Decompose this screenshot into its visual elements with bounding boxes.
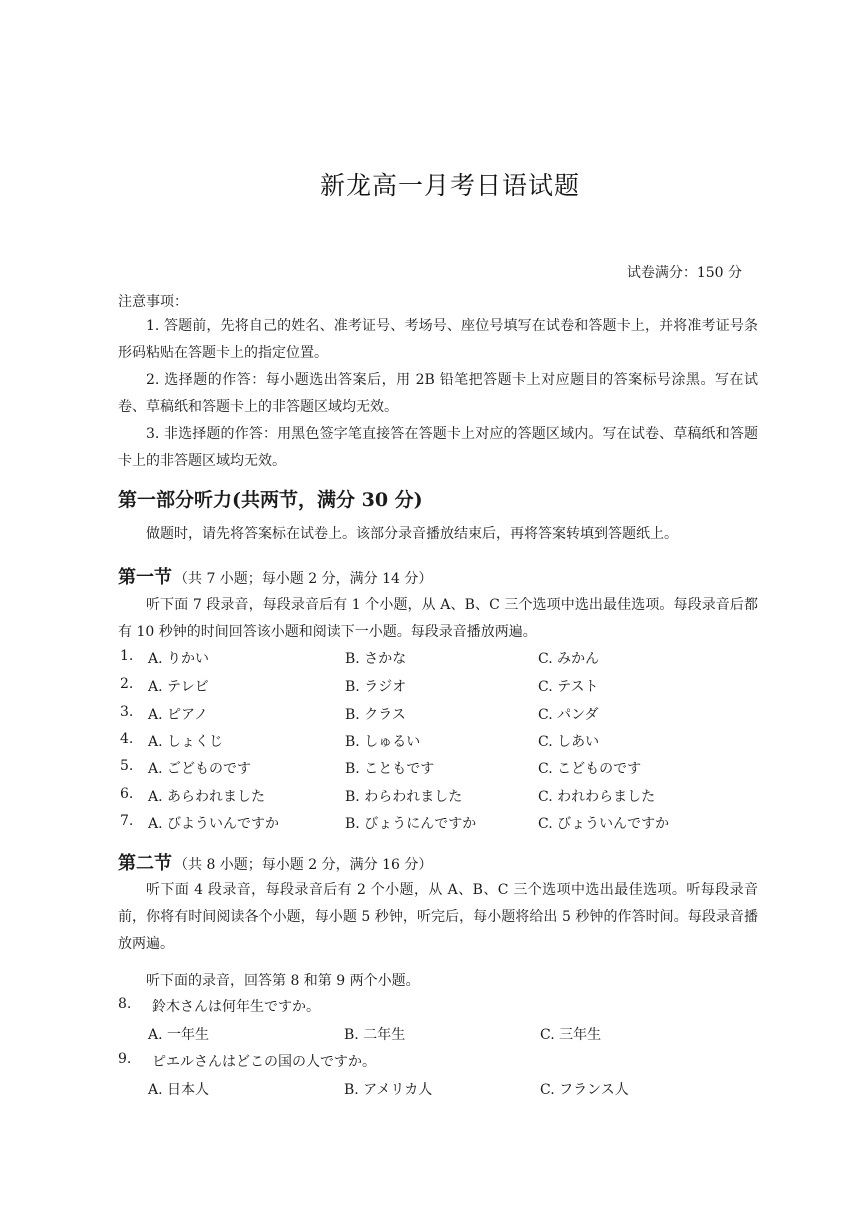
question-row-7	[118, 813, 778, 837]
option-a: A. あらわれました	[148, 789, 266, 805]
option-c: C. びょういんですか	[538, 816, 670, 832]
question-row-2	[118, 676, 778, 700]
question-number: 5.	[120, 758, 134, 774]
question-number: 6.	[120, 786, 134, 802]
section2-instructions: 听下面 4 段录音，每段录音后有 2 个小题，从 A、B、C 三个选项中选出最佳选项。听每段录音前，你将有时间阅读各个小题，每小题 5 秒钟，听完后，每小题将给出 5 秒钟的作答时间。每段录音播放两遍。	[118, 882, 758, 952]
question-number: 3.	[120, 704, 134, 720]
option-b: B. しゅるい	[345, 734, 421, 750]
question-row-3	[118, 704, 778, 728]
question-9-options	[148, 1079, 748, 1103]
notice-item-1: 1. 答题前，先将自己的姓名、准考证号、考场号、座位号填写在试卷和答题卡上，并将准考证号条形码粘贴在答题卡上的指定位置。	[118, 318, 758, 361]
option-a: A. りかい	[148, 651, 210, 667]
question-number: 7.	[120, 813, 134, 829]
question-number-9: 9.	[118, 1051, 132, 1067]
question-row-5	[118, 758, 778, 782]
section2-meta: （共 8 小题；每小题 2 分，满分 16 分）	[174, 857, 433, 873]
option-b: B. こともです	[345, 761, 435, 777]
option-a: A. びよういんですか	[148, 816, 280, 832]
option-b: B. 二年生	[344, 1027, 406, 1043]
option-b: B. びょうにんですか	[345, 816, 477, 832]
option-c: C. みかん	[538, 651, 600, 667]
question-number: 2.	[120, 676, 134, 692]
option-c: C. しあい	[538, 734, 600, 750]
option-b: B. クラス	[345, 707, 406, 723]
section1-heading	[118, 563, 432, 589]
section1-instructions: 听下面 7 段录音，每段录音后有 1 个小题，从 A、B、C 三个选项中选出最佳选项。每段录音后都有 10 秒钟的时间回答该小题和阅读下一小题。每段录音播放两遍。	[118, 597, 758, 640]
option-c: C. パンダ	[538, 707, 599, 723]
question-row-1	[118, 648, 778, 672]
option-b: B. さかな	[345, 651, 407, 667]
page-title: 新龙高一月考日语试题	[319, 171, 580, 200]
option-a: A. しょくじ	[148, 734, 224, 750]
question-row-4	[118, 731, 778, 755]
notice-heading: 注意事项：	[118, 294, 188, 310]
section2-sub-instruction: 听下面的录音，回答第 8 和第 9 两个小题。	[146, 973, 420, 989]
part1-heading: 第一部分听力(共两节，满分 30 分)	[118, 489, 423, 511]
section2-heading	[118, 849, 432, 875]
option-c: C. テスト	[538, 679, 599, 695]
question-number: 1.	[120, 648, 134, 664]
section1-meta: （共 7 小题；每小题 2 分，满分 14 分）	[174, 571, 433, 587]
option-c: C. フランス人	[540, 1082, 629, 1098]
part1-description: 做题时，请先将答案标在试卷上。该部分录音播放结束后，再将答案转填到答题纸上。	[146, 526, 678, 542]
option-c: C. こどものです	[538, 761, 642, 777]
option-a: A. 日本人	[148, 1082, 210, 1098]
option-a: A. テレビ	[148, 679, 209, 695]
option-b: B. ラジオ	[345, 679, 407, 695]
option-b: B. わらわれました	[345, 789, 463, 805]
question-number: 4.	[120, 731, 134, 747]
option-c: C. われわらました	[538, 789, 656, 805]
section1-title: 第一节	[118, 567, 172, 588]
question-text-8: 鈴木さんは何年生ですか。	[152, 999, 320, 1015]
option-b: B. アメリカ人	[344, 1082, 433, 1098]
option-a: A. 一年生	[148, 1027, 210, 1043]
option-c: C. 三年生	[540, 1027, 602, 1043]
option-a: A. ごどものです	[148, 761, 252, 777]
question-number-8: 8.	[118, 996, 132, 1012]
option-a: A. ピアノ	[148, 707, 208, 723]
notice-item-3: 3. 非选择题的作答：用黑色签字笔直接答在答题卡上对应的答题区域内。写在试卷、草稿纸和答题卡上的非答题区域均无效。	[118, 426, 758, 469]
section2-title: 第二节	[118, 853, 172, 874]
question-row-6	[118, 786, 778, 810]
score-label: 试卷满分：150 分	[626, 265, 742, 281]
question-8-options	[148, 1024, 748, 1048]
notice-item-2: 2. 选择题的作答：每小题选出答案后，用 2B 铅笔把答题卡上对应题目的答案标号涂黑。写在试卷、草稿纸和答题卡上的非答题区域均无效。	[118, 372, 758, 415]
question-text-9: ピエルさんはどこの国の人ですか。	[152, 1054, 376, 1070]
